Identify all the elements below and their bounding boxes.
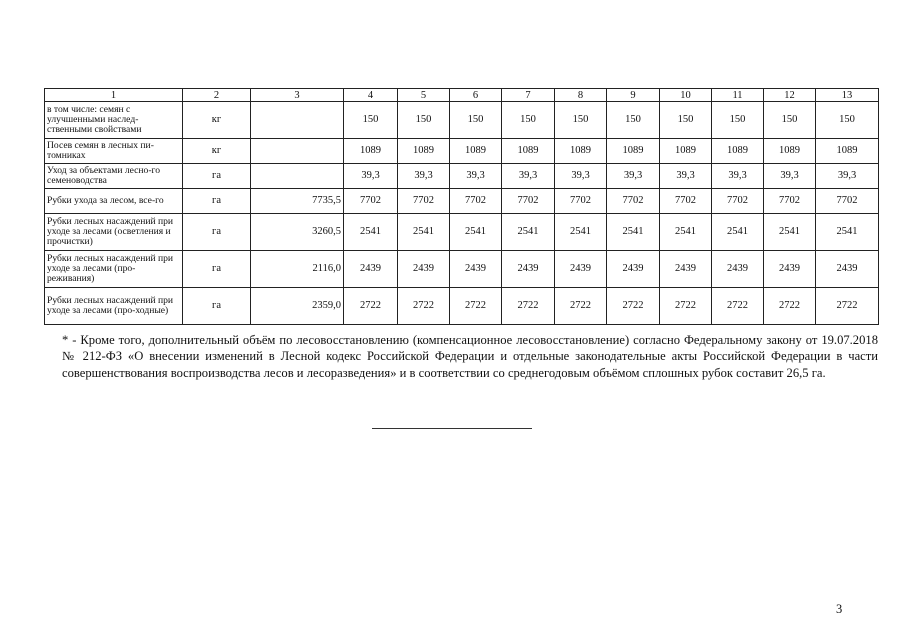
value-cell: 2439 — [450, 251, 502, 288]
value-cell: 2722 — [607, 288, 660, 325]
column-header: 12 — [764, 89, 816, 102]
value-cell: 2722 — [660, 288, 712, 325]
total-cell: 7735,5 — [251, 189, 344, 214]
row-label-cell: Рубки ухода за лесом, все-го — [45, 189, 183, 214]
value-cell: 2541 — [712, 214, 764, 251]
row-label-cell: в том числе: семян с улучшенными наслед-ственными свойствами — [45, 102, 183, 139]
table-row — [45, 189, 879, 214]
value-cell: 39,3 — [344, 164, 398, 189]
value-cell: 1089 — [450, 139, 502, 164]
row-label-cell: Рубки лесных насаждений при уходе за лесами (осветления и прочистки) — [45, 214, 183, 251]
value-cell: 2541 — [450, 214, 502, 251]
value-cell: 1089 — [764, 139, 816, 164]
unit-cell: га — [183, 189, 251, 214]
footnote-text: * - Кроме того, дополнительный объём по лесовосстановлению (компенсационное лесовосстановление) согласно Федеральному закону от 19.07.2018 № 212-ФЗ «О внесении изменений в Лесной кодекс Российской Федерации и отдельные законодательные акты Российской Федерации в части совершенствования воспроизводства лесов и лесоразведения» и в соответствии со среднегодовым объёмом сплошных рубок составит 26,5 га. — [62, 333, 878, 380]
value-cell: 150 — [816, 102, 879, 139]
value-cell: 150 — [502, 102, 555, 139]
value-cell: 2439 — [764, 251, 816, 288]
value-cell: 1089 — [555, 139, 607, 164]
value-cell: 2439 — [607, 251, 660, 288]
column-header: 13 — [816, 89, 879, 102]
table-row — [45, 251, 879, 288]
value-cell: 2439 — [344, 251, 398, 288]
value-cell: 7702 — [660, 189, 712, 214]
value-cell: 150 — [712, 102, 764, 139]
value-cell: 39,3 — [764, 164, 816, 189]
value-cell: 2722 — [344, 288, 398, 325]
value-cell: 2722 — [816, 288, 879, 325]
value-cell: 39,3 — [555, 164, 607, 189]
value-cell: 39,3 — [398, 164, 450, 189]
value-cell: 2722 — [502, 288, 555, 325]
unit-cell: га — [183, 251, 251, 288]
value-cell: 150 — [450, 102, 502, 139]
value-cell: 150 — [398, 102, 450, 139]
value-cell: 2439 — [816, 251, 879, 288]
column-header: 3 — [251, 89, 344, 102]
value-cell: 39,3 — [816, 164, 879, 189]
row-label-cell: Рубки лесных насаждений при уходе за лесами (про-ходные) — [45, 288, 183, 325]
column-header: 2 — [183, 89, 251, 102]
value-cell: 1089 — [344, 139, 398, 164]
value-cell: 7702 — [555, 189, 607, 214]
forestry-table — [44, 88, 879, 325]
value-cell: 1089 — [398, 139, 450, 164]
value-cell: 7702 — [344, 189, 398, 214]
table-header-row — [45, 89, 879, 102]
value-cell: 2541 — [660, 214, 712, 251]
value-cell: 1089 — [607, 139, 660, 164]
value-cell: 2541 — [502, 214, 555, 251]
value-cell: 39,3 — [607, 164, 660, 189]
value-cell: 2541 — [344, 214, 398, 251]
value-cell: 7702 — [712, 189, 764, 214]
table-row — [45, 164, 879, 189]
value-cell: 2722 — [712, 288, 764, 325]
value-cell: 150 — [764, 102, 816, 139]
total-cell: 2359,0 — [251, 288, 344, 325]
value-cell: 1089 — [502, 139, 555, 164]
column-header: 11 — [712, 89, 764, 102]
value-cell: 7702 — [450, 189, 502, 214]
column-header: 10 — [660, 89, 712, 102]
value-cell: 1089 — [660, 139, 712, 164]
value-cell: 2722 — [764, 288, 816, 325]
unit-cell: га — [183, 214, 251, 251]
value-cell: 150 — [344, 102, 398, 139]
total-cell — [251, 164, 344, 189]
value-cell: 150 — [555, 102, 607, 139]
value-cell: 7702 — [816, 189, 879, 214]
table-row — [45, 288, 879, 325]
unit-cell: га — [183, 288, 251, 325]
column-header: 1 — [45, 89, 183, 102]
value-cell: 150 — [607, 102, 660, 139]
row-label-cell: Посев семян в лесных пи-томниках — [45, 139, 183, 164]
value-cell: 39,3 — [502, 164, 555, 189]
page-number: 3 — [836, 602, 843, 616]
table-row — [45, 139, 879, 164]
value-cell: 2541 — [764, 214, 816, 251]
column-header: 4 — [344, 89, 398, 102]
value-cell: 2439 — [555, 251, 607, 288]
value-cell: 2439 — [712, 251, 764, 288]
value-cell: 2722 — [450, 288, 502, 325]
value-cell: 7702 — [607, 189, 660, 214]
column-header: 9 — [607, 89, 660, 102]
value-cell: 7702 — [764, 189, 816, 214]
value-cell: 39,3 — [450, 164, 502, 189]
column-header: 6 — [450, 89, 502, 102]
row-label-cell: Рубки лесных насаждений при уходе за лесами (про-реживания) — [45, 251, 183, 288]
value-cell: 2439 — [502, 251, 555, 288]
value-cell: 2722 — [555, 288, 607, 325]
total-cell — [251, 102, 344, 139]
table-row — [45, 214, 879, 251]
value-cell: 39,3 — [712, 164, 764, 189]
row-label-cell: Уход за объектами лесно-го семеноводства — [45, 164, 183, 189]
total-cell: 2116,0 — [251, 251, 344, 288]
value-cell: 7702 — [398, 189, 450, 214]
value-cell: 2439 — [398, 251, 450, 288]
value-cell: 1089 — [712, 139, 764, 164]
value-cell: 2722 — [398, 288, 450, 325]
separator-line — [372, 428, 532, 429]
value-cell: 39,3 — [660, 164, 712, 189]
unit-cell: кг — [183, 139, 251, 164]
value-cell: 2439 — [660, 251, 712, 288]
total-cell — [251, 139, 344, 164]
value-cell: 2541 — [398, 214, 450, 251]
value-cell: 2541 — [555, 214, 607, 251]
table-row — [45, 102, 879, 139]
unit-cell: кг — [183, 102, 251, 139]
column-header: 7 — [502, 89, 555, 102]
column-header: 5 — [398, 89, 450, 102]
value-cell: 7702 — [502, 189, 555, 214]
column-header: 8 — [555, 89, 607, 102]
total-cell: 3260,5 — [251, 214, 344, 251]
value-cell: 2541 — [607, 214, 660, 251]
unit-cell: га — [183, 164, 251, 189]
value-cell: 2541 — [816, 214, 879, 251]
value-cell: 150 — [660, 102, 712, 139]
value-cell: 1089 — [816, 139, 879, 164]
